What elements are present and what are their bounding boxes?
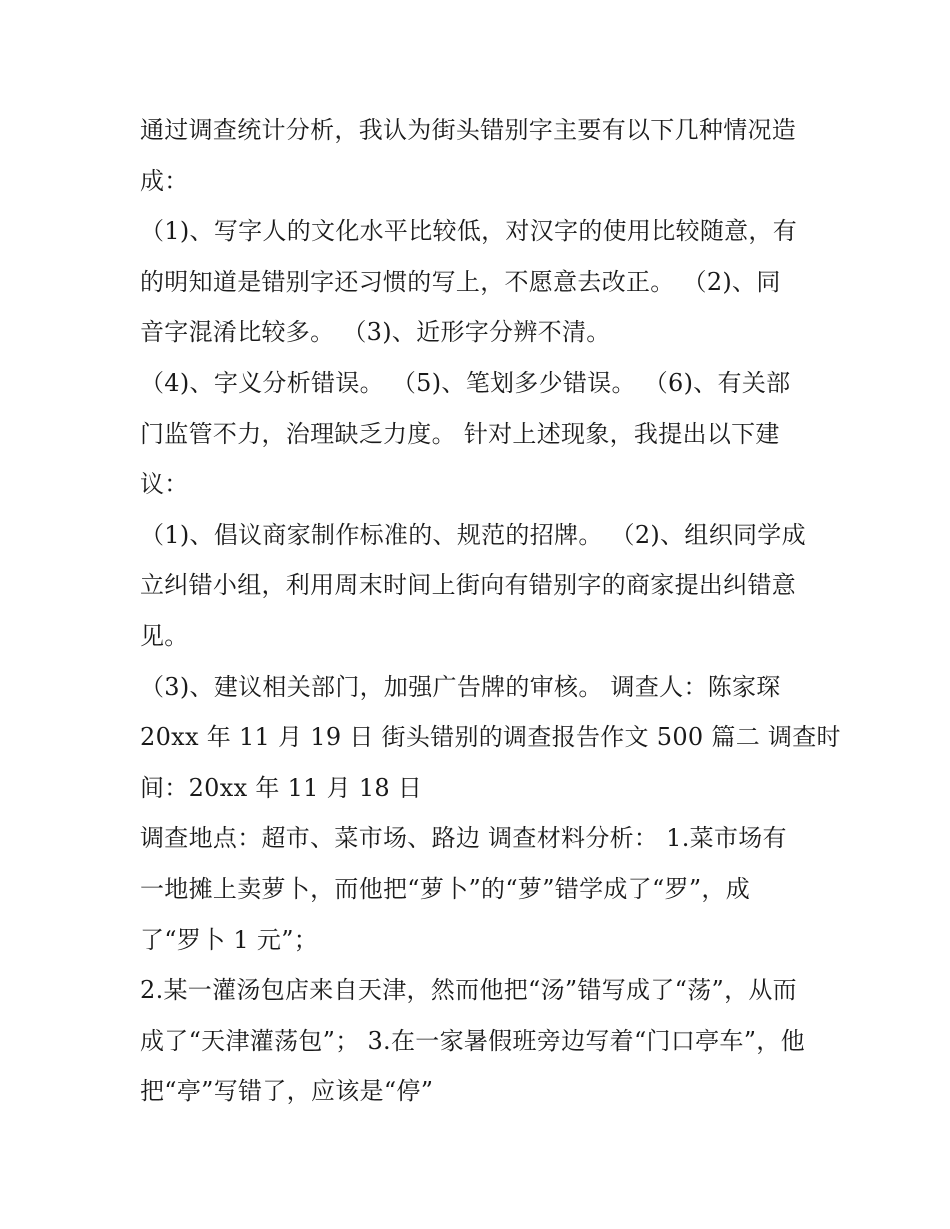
text-line: （4)、字义分析错误。 （5)、笔划多少错误。 （6)、有关部: [140, 369, 791, 397]
text-line: 2.某一灌汤包店来自天津，然而他把“汤”错写成了“荡”，从而: [140, 976, 797, 1004]
text-line: 成了“天津灌荡包”； 3.在一家暑假班旁边写着“门口亭车”，他: [140, 1027, 805, 1055]
text-line: （1)、倡议商家制作标准的、规范的招牌。 （2)、组织同学成: [140, 521, 806, 549]
text-line: 音字混淆比较多。 （3)、近形字分辨不清。: [140, 318, 611, 346]
text-line: 间：20xx 年 11 月 18 日: [140, 774, 423, 802]
text-line: 成：: [140, 167, 189, 195]
text-line: 调查地点：超市、菜市场、路边 调查材料分析： 1.菜市场有: [140, 824, 787, 852]
text-line: 通过调查统计分析，我认为街头错别字主要有以下几种情况造: [140, 116, 797, 144]
text-line: （3)、建议相关部门，加强广告牌的审核。 调查人：陈家琛: [140, 673, 781, 701]
text-line: （1)、写字人的文化水平比较低，对汉字的使用比较随意，有: [140, 217, 798, 245]
text-line: 见。: [140, 622, 189, 650]
text-line: 一地摊上卖萝卜，而他把“萝卜”的“萝”错学成了“罗”，成: [140, 875, 751, 903]
text-line: 了“罗卜 1 元”；: [140, 926, 319, 954]
text-line: 立纠错小组，利用周末时间上街向有错别字的商家提出纠错意: [140, 571, 797, 599]
text-line: 门监管不力，治理缺乏力度。 针对上述现象，我提出以下建: [140, 420, 780, 448]
text-line: 的明知道是错别字还习惯的写上，不愿意去改正。 （2)、同: [140, 268, 781, 296]
text-line: 议：: [140, 470, 189, 498]
text-line: 把“亭”写错了，应该是“停”: [140, 1077, 434, 1105]
text-line: 20xx 年 11 月 19 日 街头错别的调查报告作文 500 篇二 调查时: [140, 723, 841, 751]
